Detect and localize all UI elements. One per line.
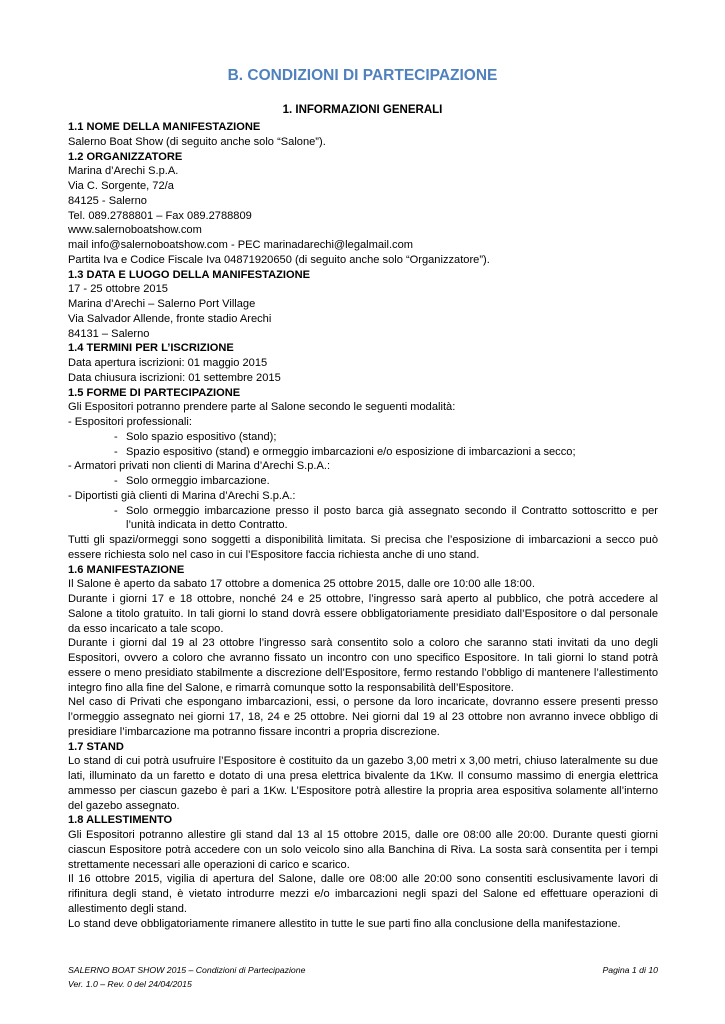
list-item: - Spazio espositivo (stand) e ormeggio imbarcazioni e/o esposizione di imbarcazioni a secco; [114, 445, 576, 458]
page-footer [68, 964, 658, 991]
paragraph: Durante i giorni 17 e 18 ottobre, nonché 24 e 25 ottobre, l’ingresso sarà aperto al pubblico, che potrà accedere al Salone a titolo gratuito. In tali giorni lo stand dovrà essere obbligatoriamente presidiato dall’Espositore o dal personale da esso incaricato a tale scopo. [68, 593, 658, 635]
section-title: 1. INFORMAZIONI GENERALI [282, 104, 443, 116]
registration-close: Data chiusura iscrizioni: 01 settembre 2015 [68, 371, 281, 384]
registration-open: Data apertura iscrizioni: 01 maggio 2015 [68, 357, 268, 369]
list-item: - Solo spazio espositivo (stand); [114, 430, 277, 443]
organizer-email: mail info@salernoboatshow.com - PEC marinadarechi@legalmail.com [68, 239, 414, 251]
organizer-street: Via C. Sorgente, 72/a [68, 180, 174, 192]
footer-version: Ver. 1.0 – Rev. 0 del 24/04/2015 [68, 978, 192, 989]
page-title: B. CONDIZIONI DI PARTECIPAZIONE [227, 67, 498, 84]
paragraph: Gli Espositori potranno allestire gli stand dal 13 al 15 ottobre 2015, dalle ore 08:00 alle 20:00. Durante questi giorni ciascun Espositore potrà accedere con un solo veicolo sino alla Banchina di Riva. La sosta sarà consentita per i tempi strettamente necessari alle operazioni di carico e scarico. [68, 829, 658, 871]
paragraph: Il Salone è aperto da sabato 17 ottobre a domenica 25 ottobre 2015, dalle ore 10:00 alle 18:00. [68, 578, 535, 591]
paragraph: Lo stand di cui potrà usufruire l’Espositore è costituito da un gazebo 3,00 metri x 3,00 metri, chiuso lateralmente su due lati, illuminato da un faretto e dotato di una presa elettrica bivalente da 1Kw. Il consumo massimo di energia elettrica ammesso per ciascun gazebo è pari a 1Kw. L’Espositore potrà allestire la propria area espositiva solamente all’interno del gazebo assegnato. [68, 755, 658, 812]
organizer-phone: Tel. 089.2788801 – Fax 089.2788809 [68, 209, 252, 222]
group-clients: - Diportisti già clienti di Marina d’Arechi S.p.A.: [68, 489, 296, 502]
list-item: - Solo ormeggio imbarcazione presso il posto barca già assegnato secondo il Contratto sottoscritto e per l’unità indicata in detto Contratto. [114, 504, 658, 532]
heading-1-6: 1.6 MANIFESTAZIONE [68, 563, 185, 576]
organizer-name: Marina d’Arechi S.p.A. [68, 165, 179, 178]
event-dates: 17 - 25 ottobre 2015 [68, 283, 168, 296]
heading-1-4: 1.4 TERMINI PER L’ISCRIZIONE [68, 342, 234, 355]
heading-1-2: 1.2 ORGANIZZATORE [68, 150, 183, 163]
participation-note: Tutti gli spazi/ormeggi sono soggetti a disponibilità limitata. Si precisa che l’esposizione di imbarcazioni a secco può essere richiesta solo nel caso in cui l’Espositore faccia richiesta anche di uno stand. [68, 534, 658, 561]
event-city: 84131 – Salerno [68, 327, 150, 340]
paragraph: Nel caso di Privati che espongano imbarcazioni, essi, o persone da loro incaricate, dovranno essere presenti presso l’ormeggio assegnato nei giorni 17, 18, 24 e 25 ottobre. Nei giorni dal 19 al 23 ottobre non avranno invece obbligo di presidiare l’imbarcazione ma potranno fissare incontri a propria discrezione. [68, 696, 658, 738]
organizer-website: www.salernoboatshow.com [68, 224, 202, 237]
group-private: - Armatori privati non clienti di Marina d’Arechi S.p.A.: [68, 460, 331, 473]
paragraph: Durante i giorni dal 19 al 23 ottobre l’ingresso sarà consentito solo a coloro che saranno stati invitati da uno degli Espositori, ovvero a coloro che avranno fissato un incontro con uno specifico Espositore. In tali giorni lo stand potrà essere o meno presidiato stabilmente a discrezione dell’Espositore, fermo restando l’obbligo di mantenere l’allestimento integro fino alla fine del Salone, e rimarrà comunque sotto la responsabilità dell’Espositore. [68, 637, 658, 694]
list-item: - Solo ormeggio imbarcazione. [114, 475, 270, 487]
footer-page-number: Pagina 1 di 10 [602, 965, 658, 975]
heading-1-8: 1.8 ALLESTIMENTO [68, 814, 173, 827]
document-body [68, 120, 658, 931]
heading-1-3: 1.3 DATA E LUOGO DELLA MANIFESTAZIONE [68, 268, 311, 281]
organizer-vat: Partita Iva e Codice Fiscale Iva 04871920650 (di seguito anche solo “Organizzatore”). [68, 253, 490, 266]
event-street: Via Salvador Allende, fronte stadio Arechi [68, 312, 272, 325]
text-line: Salerno Boat Show (di seguito anche solo “Salone”). [68, 135, 326, 148]
event-venue: Marina d’Arechi – Salerno Port Village [68, 298, 256, 310]
organizer-city: 84125 - Salerno [68, 194, 147, 207]
paragraph: Il 16 ottobre 2015, vigilia di apertura del Salone, dalle ore 08:00 alle 20:00 sono consentiti esclusivamente lavori di rifinitura degli stand, è vietato introdurre mezzi e/o imbarcazioni negli spazi del Salone ed effettuare operazioni di allestimento degli stand. [68, 873, 658, 915]
heading-1-5: 1.5 FORME DI PARTECIPAZIONE [68, 386, 241, 399]
group-professional: - Espositori professionali: [68, 416, 192, 428]
heading-1-1: 1.1 NOME DELLA MANIFESTAZIONE [68, 121, 261, 133]
footer-document-title: SALERNO BOAT SHOW 2015 – Condizioni di Partecipazione [68, 965, 306, 975]
heading-1-7: 1.7 STAND [68, 740, 124, 753]
participation-intro: Gli Espositori potranno prendere parte al Salone secondo le seguenti modalità: [68, 401, 456, 414]
paragraph: Lo stand deve obbligatoriamente rimanere allestito in tutte le sue parti fino alla conclusione della manifestazione. [68, 917, 621, 930]
